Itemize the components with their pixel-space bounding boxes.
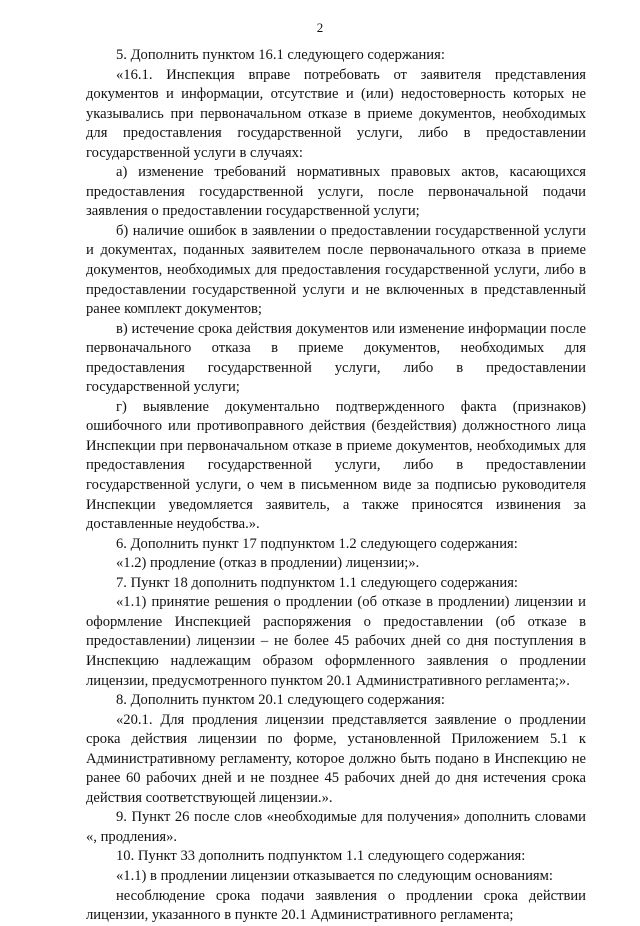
paragraph-item-8: 8. Дополнить пунктом 20.1 следующего содержания: <box>116 692 445 709</box>
paragraph-20-1: «20.1. Для продления лицензии представляется заявление о продлении срока действия лицензии по форме, установленной Приложением 5.1 к Административному регламенту, которое должно быть подано в Инспекцию не ранее 60 рабочих дней и не позднее 45 рабочих дней до дня истечения срока действия соответствующей лицензии.». <box>86 711 586 806</box>
paragraph-case-g: г) выявление документально подтвержденного факта (признаков) ошибочного или противоправного действия (бездействия) должностного лица Инспекции при первоначальном отказе в приеме документов, необходимых для предоставления государственной услуги, либо в предоставлении государственной услуги, о чем в письменном виде за подписью руководителя Инспекции уведомляется заявитель, а также приносятся извинения за доставленные неудобства.». <box>86 398 586 533</box>
page-number: 2 <box>316 20 324 35</box>
paragraph-item-10: 10. Пункт 33 дополнить подпунктом 1.1 следующего содержания: <box>116 848 526 865</box>
paragraph-16-1: «16.1. Инспекция вправе потребовать от заявителя представления документов и информации, отсутствие и (или) недостоверность которых не указывались при первоначальном отказе в приеме документов, необходимых для предоставления государственной услуги, либо в предоставлении государственной услуги в случаях: <box>86 66 586 161</box>
paragraph-subitem-1-2: «1.2) продление (отказ в продлении) лицензии;». <box>116 555 420 572</box>
document-body <box>86 46 586 926</box>
paragraph-refusal-ground: несоблюдение срока подачи заявления о продлении срока действии лицензии, указанного в пункте 20.1 Административного регламента; <box>86 887 586 924</box>
paragraph-case-b: б) наличие ошибок в заявлении о предоставлении государственной услуги и документах, поданных заявителем после первоначального отказа в приеме документов, необходимых для предоставления государственной услуги, либо в предоставлении государственной услуги и не включенных в представленный ранее комплект документов; <box>86 222 586 318</box>
paragraph-item-6: 6. Дополнить пункт 17 подпунктом 1.2 следующего содержания: <box>116 535 518 552</box>
paragraph-item-9: 9. Пункт 26 после слов «необходимые для получения» дополнить словами «, продления». <box>86 809 586 845</box>
paragraph-item-5: 5. Дополнить пунктом 16.1 следующего содержания: <box>116 47 445 63</box>
paragraph-subitem-1-1-decision: «1.1) принятие решения о продлении (об отказе в продлении) лицензии и оформление Инспекцией распоряжения о предоставлении (об отказе в предоставлении) лицензии – не более 45 рабочих дней со дня поступления в Инспекцию надлежащим образом оформленного заявления о продлении лицензии, предусмотренного пунктом 20.1 Административного регламента;». <box>86 594 586 689</box>
paragraph-item-7: 7. Пункт 18 дополнить подпунктом 1.1 следующего содержания: <box>116 574 518 591</box>
paragraph-subitem-1-1-refusal: «1.1) в продлении лицензии отказывается по следующим основаниям: <box>116 867 553 884</box>
paragraph-case-v: в) истечение срока действия документов или изменение информации после первоначального отказа в приеме документов, необходимых для предоставления государственной услуги, либо в предоставлении государственной услуги; <box>86 320 586 396</box>
paragraph-case-a: а) изменение требований нормативных правовых актов, касающихся предоставления государственной услуги, после первоначальной подачи заявления о предоставлении государственной услуги; <box>86 164 586 220</box>
